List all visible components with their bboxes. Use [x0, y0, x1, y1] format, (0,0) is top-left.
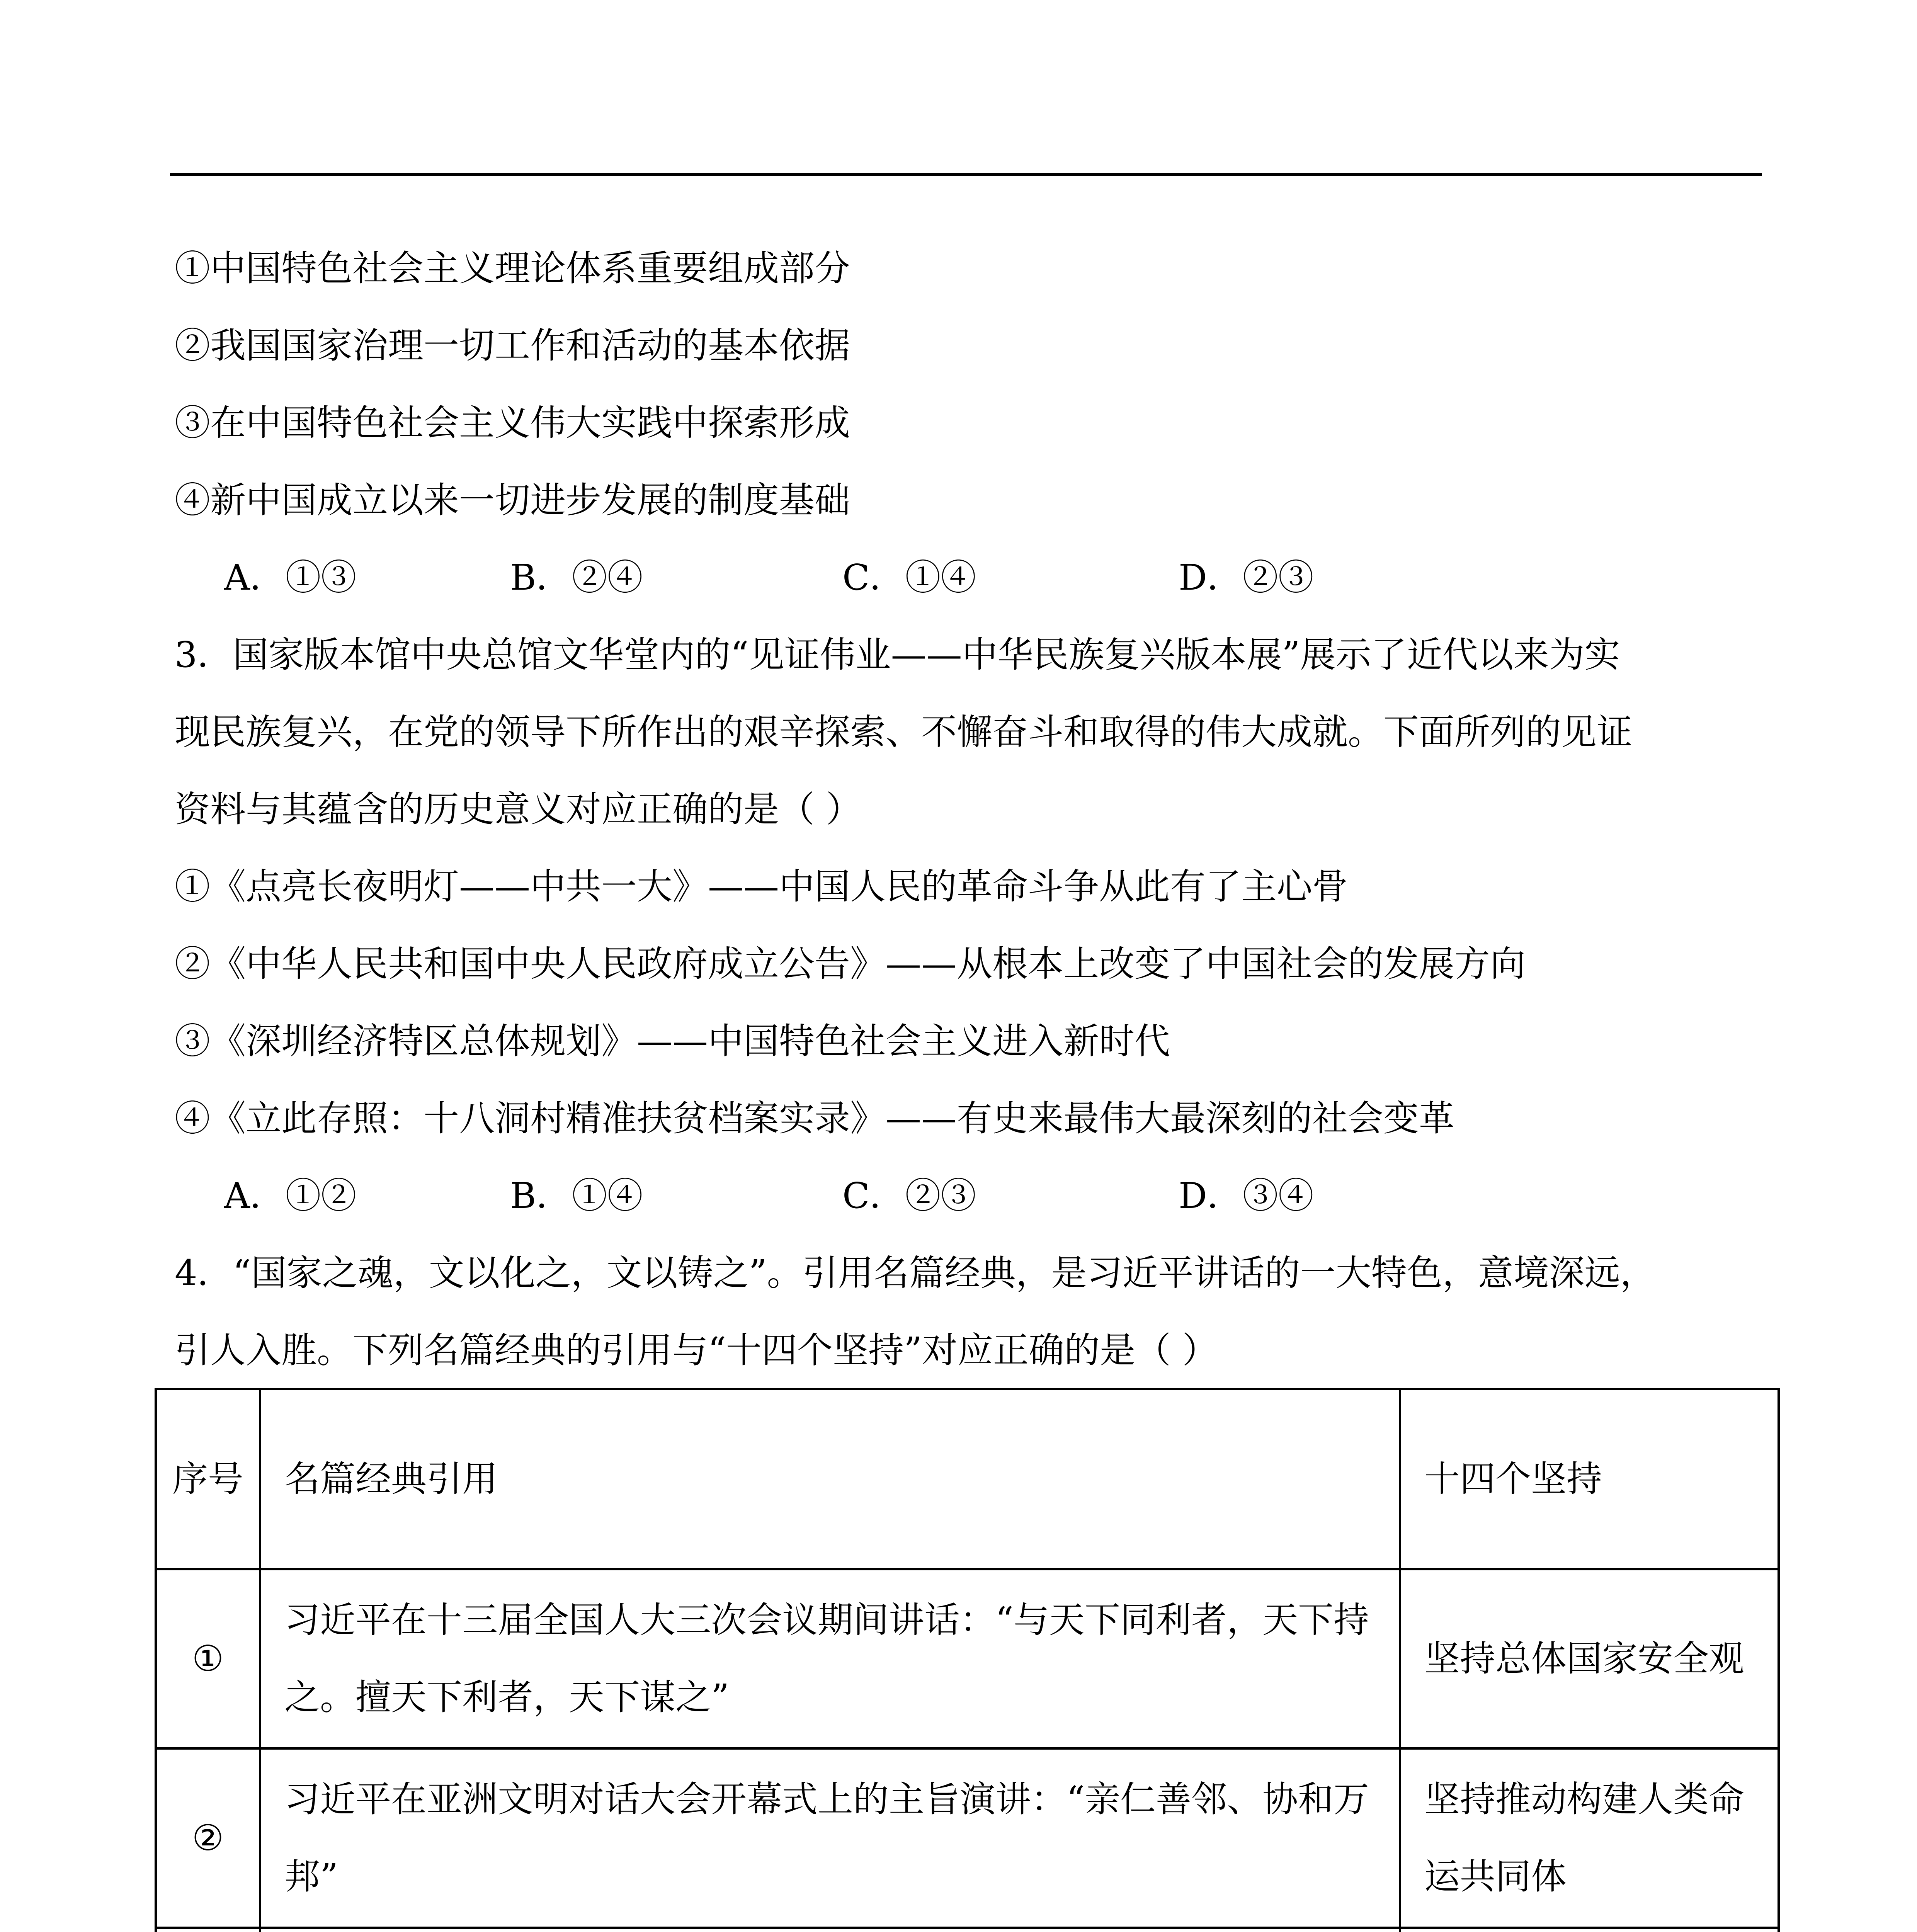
q3-option-a[interactable]: A．①② [224, 1175, 357, 1216]
q2-option-a[interactable]: A．①③ [224, 557, 357, 598]
table-header-row [156, 1389, 1779, 1569]
q2-options [0, 556, 1917, 599]
q2-option-c[interactable]: C．①④ [842, 557, 976, 598]
q3-stem-line-2: 现民族复兴，在党的领导下所作出的艰辛探索、不懈奋斗和取得的伟大成就。下面所列的见证 [175, 711, 1633, 753]
row-principle: 坚持推动构建人类命运共同体 [1400, 1748, 1779, 1928]
q2-option-d[interactable]: D．②③ [1179, 557, 1314, 598]
row-principle [1400, 1928, 1779, 1932]
row-index [156, 1928, 260, 1932]
q3-option-b[interactable]: B．①④ [510, 1175, 643, 1216]
q3-stem-line-3: 资料与其蕴含的历史意义对应正确的是（ ） [175, 789, 862, 830]
header-principle: 十四个坚持 [1400, 1389, 1779, 1569]
q4-stem-line-1: 4．“国家之魂，文以化之，文以铸之”。引用名篇经典，是习近平讲话的一大特色，意境深远， [175, 1252, 1656, 1294]
q2-item-1: ①中国特色社会主义理论体系重要组成部分 [175, 248, 850, 289]
quote-table [155, 1388, 1780, 1932]
row-quote: 习近平在亚洲文明对话大会开幕式上的主旨演讲：“亲仁善邻、协和万邦” [260, 1748, 1400, 1928]
q2-option-b[interactable]: B．②④ [510, 557, 643, 598]
q3-stem-line-1: 3．国家版本馆中央总馆文华堂内的“见证伟业——中华民族复兴版本展”展示了近代以来为实 [175, 634, 1620, 675]
q3-item-2: ②《中华人民共和国中央人民政府成立公告》——从根本上改变了中国社会的发展方向 [175, 943, 1526, 985]
row-index: ② [156, 1748, 260, 1928]
q3-item-3: ③《深圳经济特区总体规划》——中国特色社会主义进入新时代 [175, 1020, 1170, 1062]
row-quote [260, 1928, 1400, 1932]
table-row [156, 1928, 1779, 1932]
table-row [156, 1748, 1779, 1928]
q3-options [0, 1175, 1917, 1217]
row-index: ① [156, 1569, 260, 1748]
q3-item-1: ①《点亮长夜明灯——中共一大》——中国人民的革命斗争从此有了主心骨 [175, 866, 1348, 907]
row-quote: 习近平在十三届全国人大三次会议期间讲话：“与天下同利者，天下持之。擅天下利者，天下谋之” [260, 1569, 1400, 1748]
q2-item-4: ④新中国成立以来一切进步发展的制度基础 [175, 480, 850, 521]
q3-option-d[interactable]: D．③④ [1179, 1175, 1314, 1216]
header-index: 序号 [156, 1389, 260, 1569]
q3-item-4: ④《立此存照：十八洞村精准扶贫档案实录》——有史来最伟大最深刻的社会变革 [175, 1098, 1455, 1139]
q2-item-3: ③在中国特色社会主义伟大实践中探索形成 [175, 402, 850, 444]
q3-option-c[interactable]: C．②③ [842, 1175, 976, 1216]
header-quote: 名篇经典引用 [260, 1389, 1400, 1569]
table-row [156, 1569, 1779, 1748]
row-principle: 坚持总体国家安全观 [1400, 1569, 1779, 1748]
q2-item-2: ②我国国家治理一切工作和活动的基本依据 [175, 325, 850, 366]
q4-stem-line-2: 引人入胜。下列名篇经典的引用与“十四个坚持”对应正确的是（ ） [175, 1330, 1218, 1371]
header-rule [170, 173, 1762, 176]
